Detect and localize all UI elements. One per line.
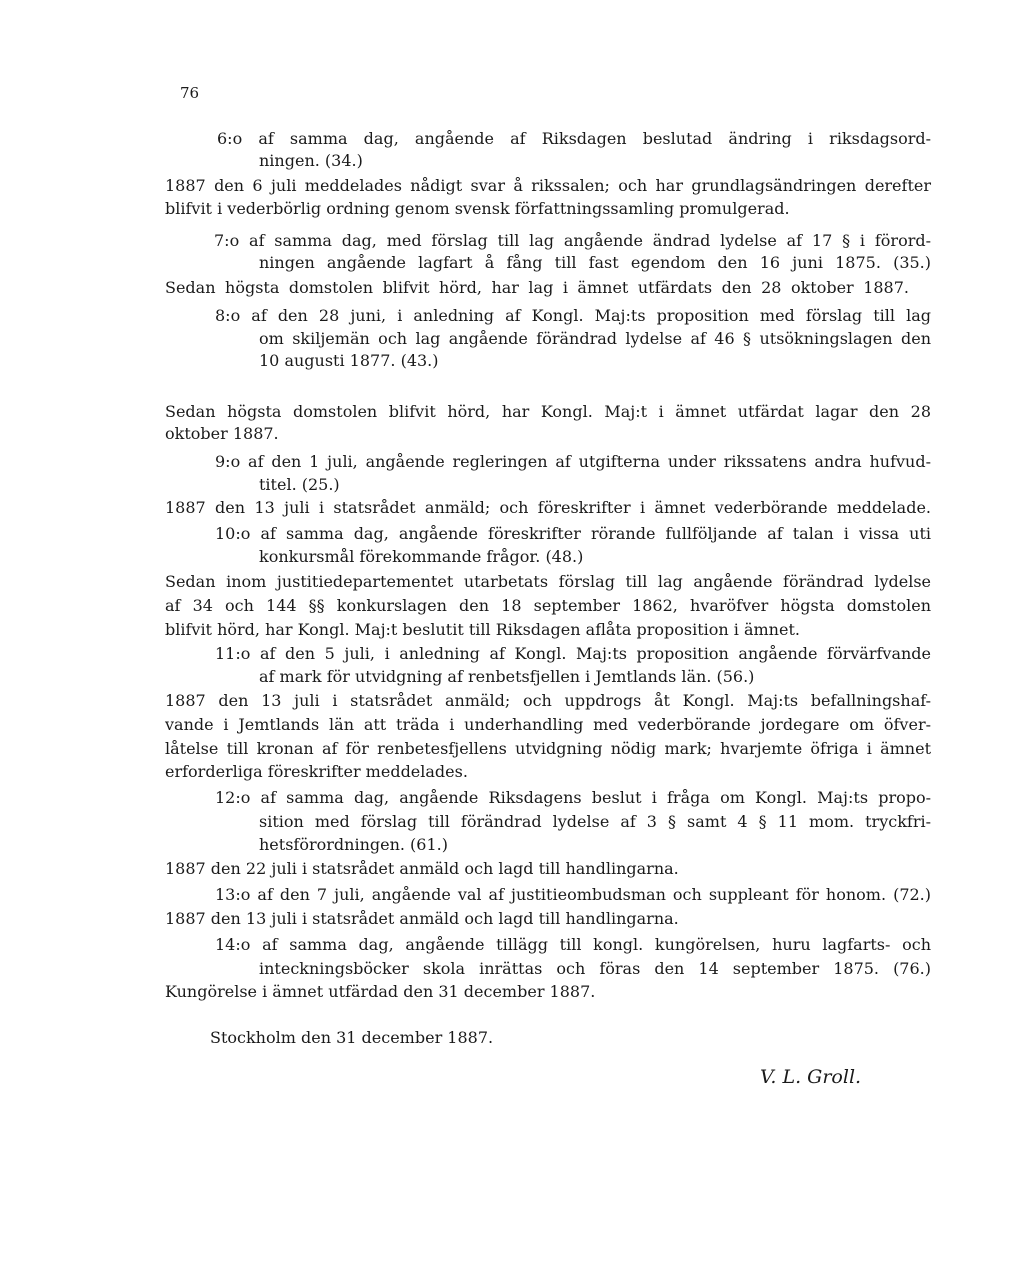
text-line: 1887 den 6 juli meddelades nådigt svar å rikssalen; och har grundlagsändringen derefter [165, 176, 931, 195]
text-line: 1887 den 13 juli i statsrådet anmäld; och föreskrifter i ämnet vederbörande meddelade. [165, 498, 931, 517]
text-line: 1887 den 13 juli i statsrådet anmäld och lagd till handlingarna. [165, 909, 679, 928]
text-line: 10:o af samma dag, angående föreskrifter rörande fullföljande af talan i vissa uti [215, 524, 931, 543]
text-line: sition med förslag till förändrad lydelse af 3 § samt 4 § 11 mom. tryckfri- [259, 812, 931, 831]
text-line: af mark för utvidgning af renbetsfjellen i Jemtlands län. (56.) [259, 667, 755, 686]
text-line: 13:o af den 7 juli, angående val af justitieombudsman och suppleant för honom. (72.) [215, 885, 931, 904]
text-line: blifvit i vederbörlig ordning genom svensk författningssamling promulgerad. [165, 199, 790, 218]
text-line: låtelse till kronan af för renbetesfjellens utvidgning nödig mark; hvarjemte öfriga i ämnet [165, 739, 931, 758]
text-line: 11:o af den 5 juli, i anledning af Kongl. Maj:ts proposition angående förvärfvande [215, 644, 931, 663]
text-line: Sedan inom justitiedepartementet utarbetats förslag till lag angående förändrad lydelse [165, 572, 931, 591]
text-line: erforderliga föreskrifter meddelades. [165, 762, 468, 781]
text-line: Sedan högsta domstolen blifvit hörd, har Kongl. Maj:t i ämnet utfärdat lagar den 28 [165, 402, 931, 421]
text-line: blifvit hörd, har Kongl. Maj:t beslutit till Riksdagen aflåta proposition i ämnet. [165, 620, 800, 639]
text-line: 10 augusti 1877. (43.) [259, 351, 439, 370]
text-line: hetsförordningen. (61.) [259, 835, 448, 854]
text-line: inteckningsböcker skola inrättas och föras den 14 september 1875. (76.) [259, 959, 931, 978]
text-line: 1887 den 13 juli i statsrådet anmäld; och uppdrogs åt Kongl. Maj:ts befallningshaf- [165, 691, 931, 710]
text-line: Kungörelse i ämnet utfärdad den 31 december 1887. [165, 982, 596, 1001]
text-line: 1887 den 22 juli i statsrådet anmäld och lagd till handlingarna. [165, 859, 679, 878]
text-line: Sedan högsta domstolen blifvit hörd, har lag i ämnet utfärdats den 28 oktober 1887. [165, 278, 909, 297]
page-number: 76 [180, 84, 200, 102]
signoff-place-date: Stockholm den 31 december 1887. [210, 1028, 494, 1047]
text-line: 14:o af samma dag, angående tillägg till kongl. kungörelsen, huru lagfarts- och [215, 935, 931, 954]
text-line: 6:o af samma dag, angående af Riksdagen beslutad ändring i riksdagsord- [217, 129, 931, 148]
text-line: af 34 och 144 §§ konkurslagen den 18 september 1862, hvaröfver högsta domstolen [165, 596, 931, 615]
text-line: 8:o af den 28 juni, i anledning af Kongl. Maj:ts proposition med förslag till lag [215, 306, 931, 325]
text-line: konkursmål förekommande frågor. (48.) [259, 547, 584, 566]
text-line: ningen angående lagfart å fång till fast egendom den 16 juni 1875. (35.) [259, 253, 931, 272]
text-line: ningen. (34.) [259, 151, 363, 170]
text-line: vande i Jemtlands län att träda i underhandling med vederbörande jordegare om öfver- [165, 715, 931, 734]
text-line: 7:o af samma dag, med förslag till lag angående ändrad lydelse af 17 § i förord- [214, 231, 931, 250]
text-line: 9:o af den 1 juli, angående regleringen af utgifterna under rikssatens andra hufvud- [215, 452, 931, 471]
text-line: titel. (25.) [259, 475, 340, 494]
text-line: 12:o af samma dag, angående Riksdagens beslut i fråga om Kongl. Maj:ts propo- [215, 788, 931, 807]
signature: V. L. Groll. [760, 1066, 862, 1088]
text-line: om skiljemän och lag angående förändrad lydelse af 46 § utsökningslagen den [259, 329, 931, 348]
text-line: oktober 1887. [165, 424, 279, 443]
